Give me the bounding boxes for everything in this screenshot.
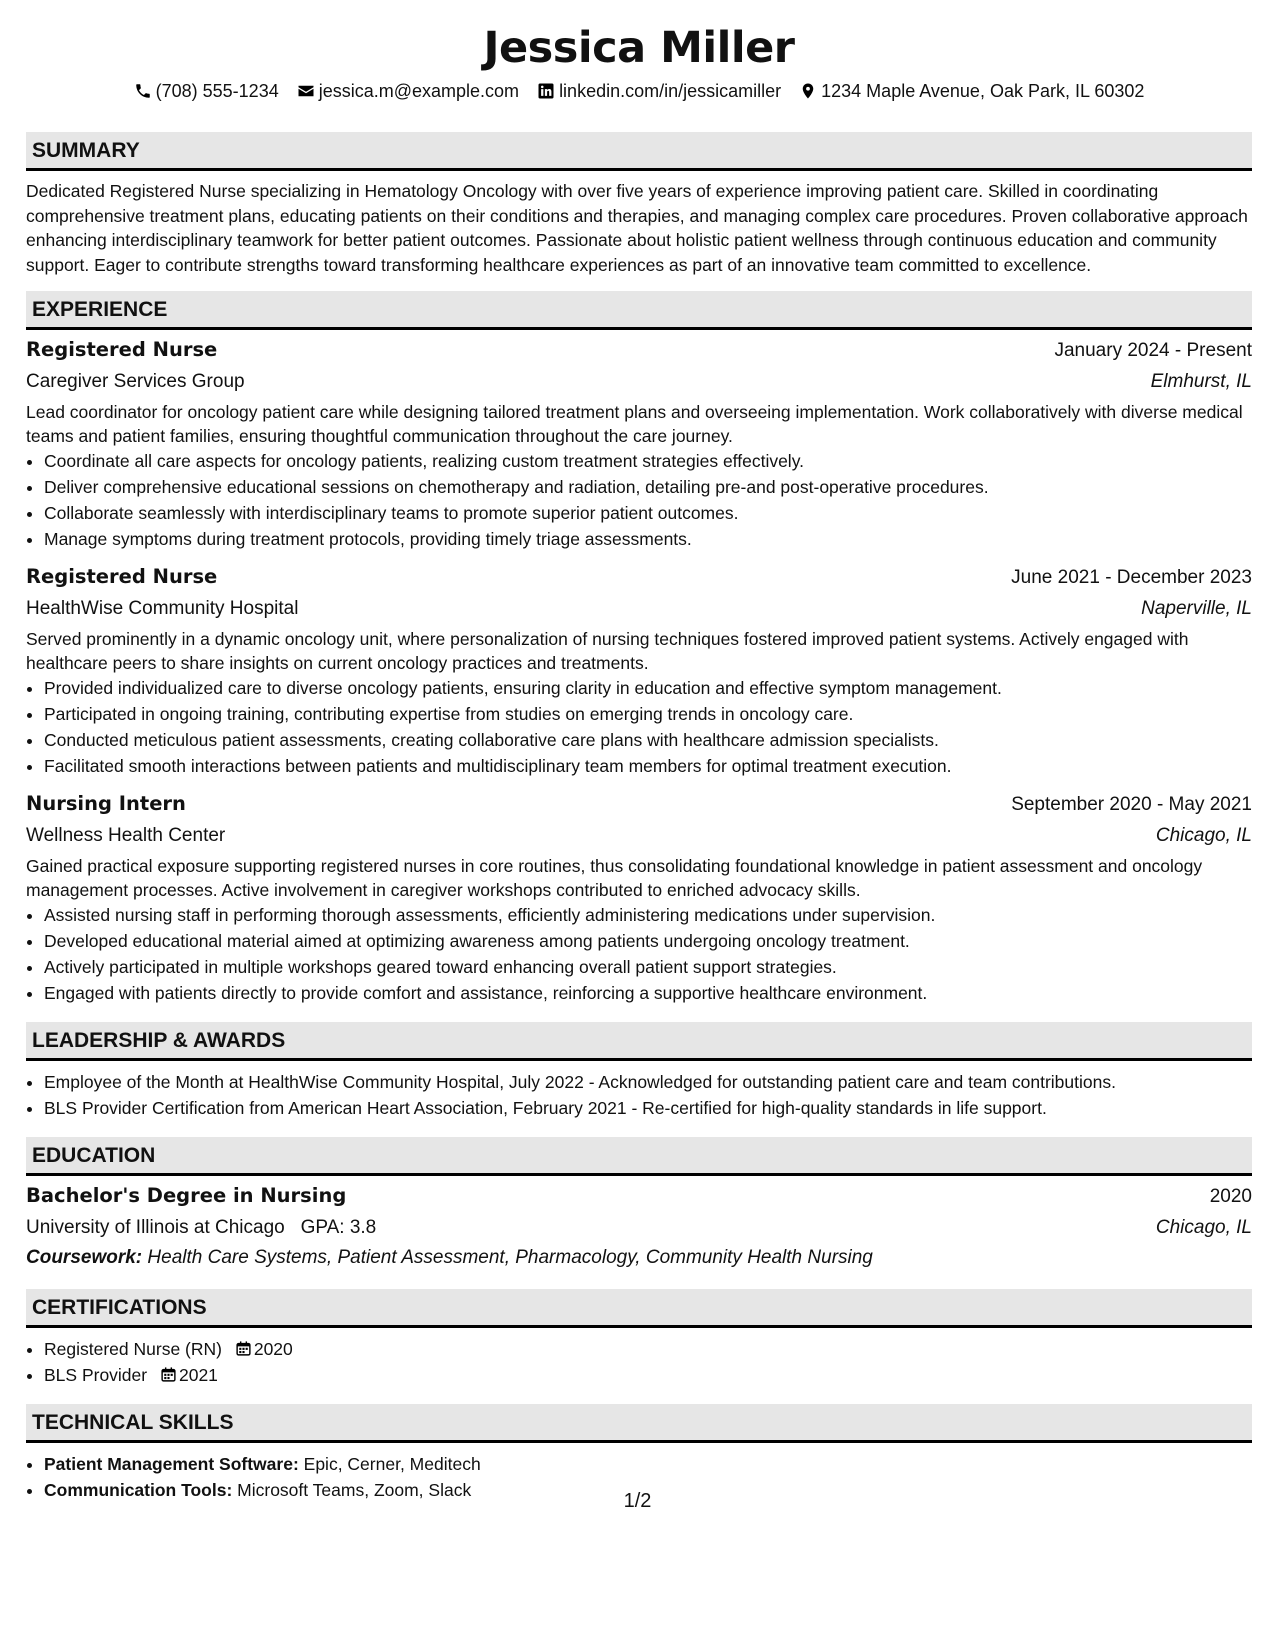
school-location: Chicago, IL (1155, 1217, 1252, 1238)
skill-item (44, 1451, 1252, 1477)
job-organization: HealthWise Community Hospital (26, 598, 299, 619)
job-location: Elmhurst, IL (1150, 371, 1252, 392)
calendar-icon (160, 1366, 177, 1383)
job-bullets (26, 675, 1252, 779)
phone-text: (708) 555-1234 (155, 81, 279, 101)
job-organization: Wellness Health Center (26, 825, 226, 846)
job-description: Served prominently in a dynamic oncology unit, where personalization of nursing techniques fostered improved patient systems. Actively engaged with healthcare peers to share insights on current oncology practices and treatments. (26, 629, 1189, 673)
bullet-item: • Deliver comprehensive educational sessions on chemotherapy and radiation, detailing pre-and post-operative procedures. (44, 474, 1252, 500)
job-description: Gained practical exposure supporting registered nurses in core routines, thus consolidating foundational knowledge in patient assessment and oncology management processes. Active involvement in caregiver workshops contributed to enriched advocacy skills. (26, 856, 1203, 900)
certification-year: 2020 (253, 1339, 293, 1359)
coursework (26, 1243, 1252, 1273)
leadership-list (26, 1069, 1252, 1121)
certification-year: 2021 (178, 1365, 218, 1385)
certification-item (44, 1336, 1252, 1362)
bullet-item: • Conducted meticulous patient assessments, creating collaborative care plans with healthcare admission specialists. (44, 727, 1252, 753)
linkedin-icon (537, 82, 555, 100)
job-entry (26, 561, 1252, 779)
school-name: University of Illinois at Chicago (26, 1217, 285, 1238)
job-location: Naperville, IL (1141, 598, 1252, 619)
job-entry (26, 788, 1252, 1006)
graduation-year: 2020 (1209, 1186, 1252, 1207)
linkedin-text: linkedin.com/in/jessicamiller (559, 81, 782, 101)
bullet-item: • Developed educational material aimed at optimizing awareness among patients undergoing oncology treatment. (44, 928, 1252, 954)
certifications-list (26, 1336, 1252, 1388)
leadership-heading: LEADERSHIP & AWARDS (26, 1022, 1252, 1061)
bullet-item: • Facilitated smooth interactions between patients and multidisciplinary team members for optimal treatment execution. (44, 753, 1252, 779)
certification-item (44, 1362, 1252, 1388)
certification-name: Registered Nurse (RN) (44, 1339, 222, 1359)
job-description: Lead coordinator for oncology patient care while designing tailored treatment plans and overseeing implementation. Work collaboratively with diverse medical teams and patient families, ensuring thoughtful communication throughout the care journey. (26, 402, 1243, 446)
skill-value: Epic, Cerner, Meditech (303, 1454, 481, 1474)
bullet-item: • Actively participated in multiple workshops geared toward enhancing overall patient support strategies. (44, 954, 1252, 980)
job-dates: June 2021 - December 2023 (1011, 567, 1252, 588)
job-title: Nursing Intern (26, 792, 186, 815)
job-location: Chicago, IL (1155, 825, 1252, 846)
experience-heading: EXPERIENCE (26, 291, 1252, 330)
bullet-item: • Provided individualized care to diverse oncology patients, ensuring clarity in education and effective symptom management. (44, 675, 1252, 701)
contact-address (799, 78, 1144, 104)
contact-phone (134, 78, 279, 104)
candidate-name: Jessica Miller (483, 23, 795, 73)
degree-title: Bachelor's Degree in Nursing (26, 1184, 347, 1207)
bullet-item: • Coordinate all care aspects for oncology patients, realizing custom treatment strategies effectively. (44, 448, 1252, 474)
skill-value: Microsoft Teams, Zoom, Slack (237, 1480, 472, 1500)
award-item: • Employee of the Month at HealthWise Community Hospital, July 2022 - Acknowledged for outstanding patient care and team contributions. (44, 1069, 1252, 1095)
job-title: Registered Nurse (26, 565, 218, 588)
award-item: • BLS Provider Certification from American Heart Association, February 2021 - Re-certified for high-quality standards in life support. (44, 1095, 1252, 1121)
certification-name: BLS Provider (44, 1365, 148, 1385)
bullet-item: • Assisted nursing staff in performing thorough assessments, efficiently administering medications under supervision. (44, 902, 1252, 928)
job-organization: Caregiver Services Group (26, 371, 245, 392)
skill-label: Communication Tools: (44, 1480, 233, 1500)
envelope-icon (297, 82, 315, 100)
bullet-item: • Manage symptoms during treatment protocols, providing timely triage assessments. (44, 526, 1252, 552)
job-dates: January 2024 - Present (1054, 340, 1252, 361)
bullet-item: • Engaged with patients directly to provide comfort and assistance, reinforcing a supportive healthcare environment. (44, 980, 1252, 1006)
job-dates: September 2020 - May 2021 (1011, 794, 1252, 815)
coursework-label: Coursework: (26, 1247, 143, 1268)
phone-icon (134, 82, 152, 100)
job-bullets (26, 902, 1252, 1006)
bullet-item: • Participated in ongoing training, contributing expertise from studies on emerging trends in oncology care. (44, 701, 1252, 727)
bullet-item: • Collaborate seamlessly with interdisciplinary teams to promote superior patient outcomes. (44, 500, 1252, 526)
summary-heading: SUMMARY (26, 132, 1252, 171)
skills-heading: TECHNICAL SKILLS (26, 1404, 1252, 1443)
summary-text: Dedicated Registered Nurse specializing in Hematology Oncology with over five years of experience improving patient care. Skilled in coordinating comprehensive treatment plans, educating patients on their conditions and therapies, and managing complex care procedures. Proven collaborative approach enhancing interdisciplinary teamwork for better patient outcomes. Passionate about holistic patient wellness through continuous education and community support. Eager to contribute strengths toward transforming healthcare experiences as part of an innovative team committed to excellence. (26, 181, 1248, 275)
map-pin-icon (799, 82, 817, 100)
skill-label: Patient Management Software: (44, 1454, 299, 1474)
contact-bar (26, 78, 1252, 104)
job-entry (26, 334, 1252, 552)
job-bullets (26, 448, 1252, 552)
education-heading: EDUCATION (26, 1137, 1252, 1176)
email-text: jessica.m@example.com (318, 81, 520, 101)
calendar-icon (235, 1340, 252, 1357)
gpa: GPA: 3.8 (300, 1217, 377, 1238)
contact-email (297, 78, 519, 104)
education-entry (26, 1180, 1252, 1273)
job-title: Registered Nurse (26, 338, 218, 361)
contact-linkedin (537, 78, 781, 104)
address-text: 1234 Maple Avenue, Oak Park, IL 60302 (821, 81, 1145, 101)
page-number: 1/2 (623, 1490, 652, 1512)
coursework-list: Health Care Systems, Patient Assessment, Pharmacology, Community Health Nursing (147, 1247, 873, 1268)
certifications-heading: CERTIFICATIONS (26, 1289, 1252, 1328)
resume-page (26, 0, 1252, 1503)
